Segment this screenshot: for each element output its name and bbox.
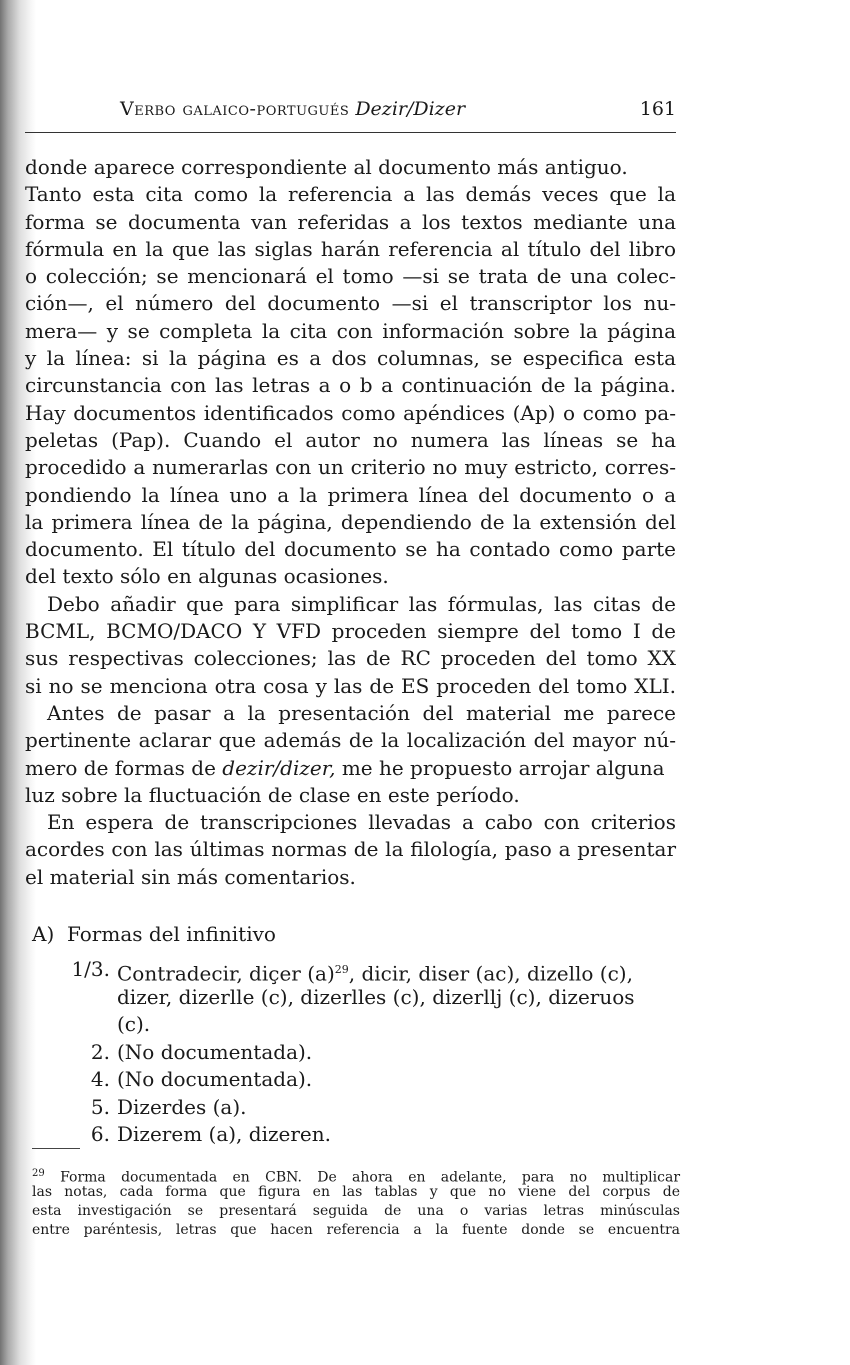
- form-number: 2.: [90, 1039, 110, 1064]
- forms-list: [60, 956, 680, 1149]
- footnote-line: entre paréntesis, letras que hacen referencia a la fuente donde se encuentra: [32, 1222, 680, 1238]
- form-number: 4.: [90, 1067, 110, 1091]
- text-line: el material sin más comentarios.: [25, 864, 356, 889]
- form-text: (c).: [117, 1012, 151, 1036]
- text-line: forma se documenta van referidas a los textos mediante una: [25, 209, 676, 234]
- text-line: del texto sólo en algunas ocasiones.: [25, 564, 389, 589]
- running-title-caps: Verbo galaico-portugués: [120, 98, 350, 120]
- form-text-segment: Contradecir, diçer (a): [117, 961, 335, 986]
- text-line: Antes de pasar a la presentación del material me parece: [47, 700, 676, 725]
- text-line: o colección; se mencionará el tomo —si se trata de una colec-: [25, 264, 676, 289]
- text-line: luz sobre la fluctuación de clase en este período.: [25, 782, 520, 807]
- text-line: documento. El título del documento se ha contado como parte: [25, 537, 676, 562]
- list-item: [60, 1066, 680, 1094]
- text-line: [25, 755, 676, 782]
- text-line: BCML, BCMO/DACO Y VFD proceden siempre del tomo I de: [25, 619, 676, 644]
- section-heading: [32, 922, 276, 946]
- text-line: ción—, el número del documento —si el transcriptor los nu-: [25, 291, 676, 316]
- text-segment: me he propuesto arrojar alguna: [341, 755, 665, 780]
- text-line: donde aparece correspondiente al documento más antiguo.: [25, 155, 628, 179]
- section-title: Formas del infinitivo: [66, 922, 276, 946]
- text-line: Debo añadir que para simplificar las fórmulas, las citas de: [47, 591, 676, 616]
- footnote: [32, 1164, 680, 1240]
- text-segment: mero de formas de: [25, 755, 216, 780]
- text-line: procedido a numerarlas con un criterio no muy estricto, corres-: [25, 455, 676, 480]
- list-item: [60, 984, 680, 1012]
- text-line: circunstancia con las letras a o b a continuación de la página.: [25, 373, 676, 398]
- footnote-mark: 29: [32, 1168, 45, 1179]
- form-number: 5.: [90, 1094, 110, 1119]
- body-text: [25, 154, 676, 891]
- list-item: [60, 1121, 680, 1149]
- text-line: pertinente aclarar que además de la localización del mayor nú-: [25, 728, 676, 753]
- running-title-italic: Dezir/Dizer: [355, 98, 466, 120]
- footnote-line: esta investigación se presentará seguida de una o varias letras minúsculas: [32, 1203, 680, 1219]
- page-number: 161: [639, 98, 676, 120]
- footnote-line: las notas, cada forma que figura en las tablas y que no viene del corpus de: [32, 1184, 680, 1200]
- text-line: Tanto esta cita como la referencia a las demás veces que la: [25, 182, 676, 207]
- text-line: fórmula en la que las siglas harán referencia al título del libro: [25, 236, 676, 261]
- list-item: [60, 1039, 680, 1067]
- header-rule: [25, 132, 676, 133]
- text-line: pondiendo la línea uno a la primera línea del documento o a: [25, 482, 676, 507]
- form-text-segment: , dicir, diser (ac), dizello (c),: [348, 961, 633, 986]
- text-line: y la línea: si la página es a dos columnas, se especifica esta: [25, 346, 676, 371]
- text-line: Hay documentos identificados como apéndices (Ap) o como pa-: [25, 400, 676, 425]
- list-item: [60, 1094, 680, 1122]
- text-line: mera— y se completa la cita con información sobre la página: [25, 318, 676, 343]
- footnote-text: Forma documentada en CBN. De ahora en adelante, para no multiplicar: [60, 1169, 681, 1186]
- form-text: (No documentada).: [117, 1039, 313, 1064]
- text-line: acordes con las últimas normas de la filología, paso a presentar: [25, 837, 676, 862]
- running-header: [120, 98, 676, 126]
- running-title: [120, 98, 465, 120]
- section-label: A): [32, 922, 55, 946]
- form-text: (No documentada).: [117, 1067, 313, 1091]
- text-line: si no se menciona otra cosa y las de ES proceden del tomo XLI.: [25, 673, 676, 698]
- form-number: 1/3.: [71, 957, 110, 981]
- list-item: [60, 956, 680, 984]
- footnote-reference: 29: [334, 963, 349, 976]
- text-line: la primera línea de la página, dependiendo de la extensión del: [25, 509, 676, 534]
- list-item: [60, 1011, 680, 1039]
- form-text: Dizerem (a), dizeren.: [117, 1122, 331, 1146]
- form-text: Dizerdes (a).: [117, 1094, 247, 1119]
- footnote-line: [32, 1164, 681, 1186]
- text-line: En espera de transcripciones llevadas a cabo con criterios: [47, 810, 676, 835]
- footnote-rule: [32, 1148, 80, 1149]
- form-text: dizer, dizerlle (c), dizerlles (c), dizerllj (c), dizeruos: [117, 984, 635, 1009]
- italic-term: dezir/dizer,: [222, 755, 336, 780]
- text-line: peletas (Pap). Cuando el autor no numera las líneas se ha: [25, 427, 676, 452]
- form-number: 6.: [90, 1122, 110, 1146]
- text-line: sus respectivas colecciones; las de RC proceden del tomo XX: [25, 646, 676, 671]
